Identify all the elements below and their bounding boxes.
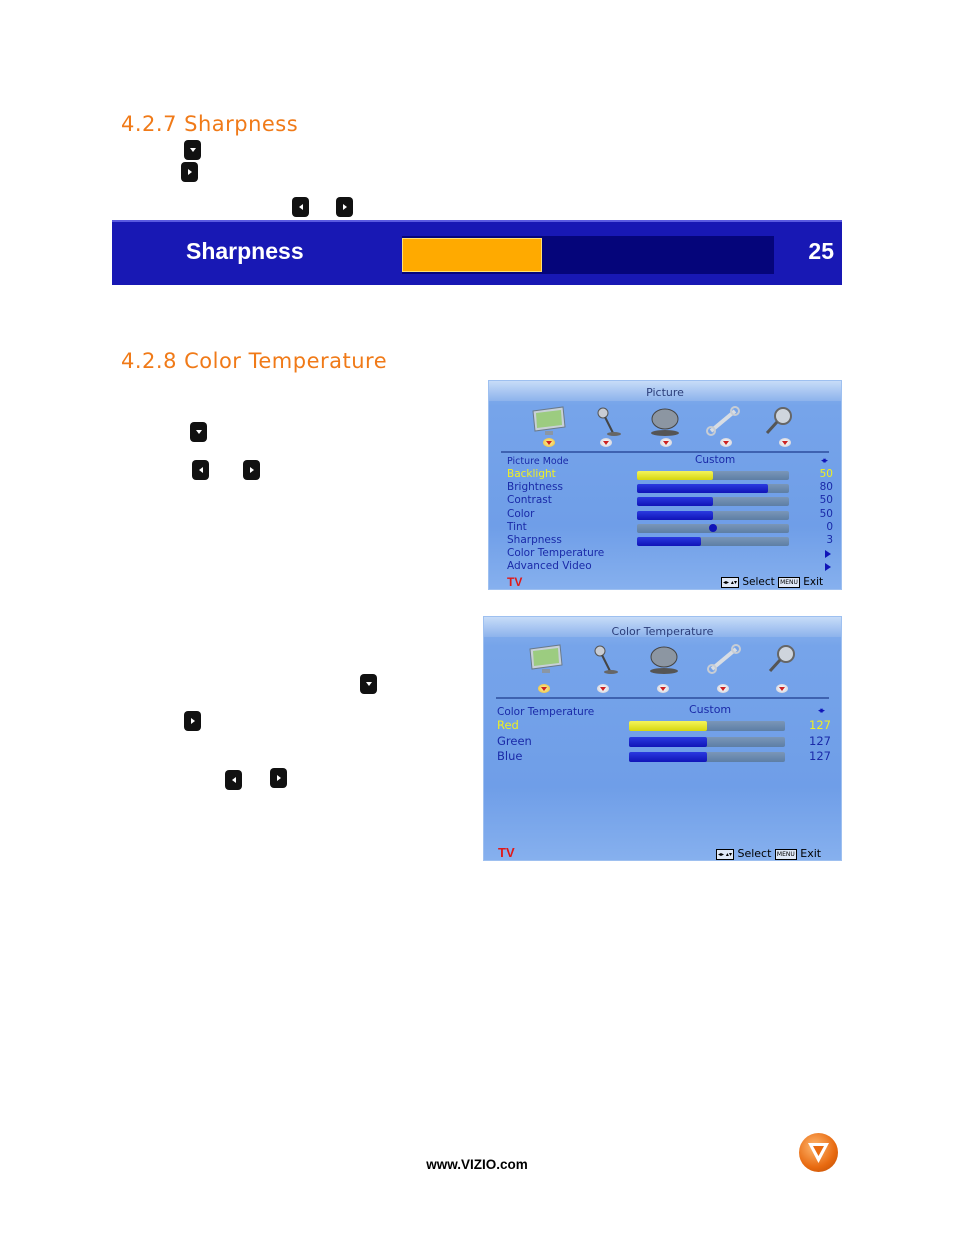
menu-key-icon: MENU	[780, 578, 798, 586]
section-heading-sharpness: 4.2.7 Sharpness	[121, 112, 299, 136]
picture-row-value: 0	[826, 520, 833, 533]
tab-arrow-icon[interactable]	[776, 684, 788, 693]
remote-right-button-icon	[336, 197, 353, 217]
vizio-logo-icon	[799, 1133, 838, 1172]
section-heading-color-temperature: 4.2.8 Color Temperature	[121, 349, 388, 373]
remote-right-button-icon	[243, 460, 260, 480]
tab-arrow-icon[interactable]	[543, 438, 555, 447]
footer-website-url: www.VIZIO.com	[426, 1157, 528, 1172]
color-temperature-menu-title: Color Temperature	[611, 625, 714, 638]
remote-down-button-icon	[184, 140, 201, 160]
tv-tuner-satellite-icon	[644, 643, 684, 675]
color-temperature-mode-value[interactable]: Custom	[689, 703, 732, 716]
picture-row-slider[interactable]	[637, 537, 789, 546]
remote-right-button-icon	[181, 162, 198, 182]
sharpness-slider[interactable]	[402, 236, 774, 274]
picture-row-value: 80	[819, 481, 833, 494]
color-channel-slider-fill	[629, 737, 707, 747]
tab-arrow-icon[interactable]	[597, 684, 609, 693]
color-channel-label[interactable]: Blue	[497, 749, 523, 763]
audio-microphone-icon	[587, 405, 627, 437]
help-magnifier-icon	[764, 643, 804, 675]
submenu-arrow-icon[interactable]	[825, 550, 831, 558]
tab-arrow-icon[interactable]	[660, 438, 672, 447]
picture-row-slider[interactable]	[637, 511, 789, 520]
arrow-keys-icon: ◂▸ ▴▾	[723, 578, 737, 586]
picture-row-label[interactable]: Color	[507, 507, 535, 520]
exit-hint: Exit	[800, 847, 822, 860]
color-channel-label[interactable]: Green	[497, 733, 532, 748]
picture-row-value: 3	[826, 534, 833, 546]
picture-menu-title: Picture	[646, 386, 684, 399]
picture-row-label[interactable]: Contrast	[507, 494, 552, 507]
audio-microphone-icon	[584, 643, 624, 675]
tab-arrow-icon[interactable]	[538, 684, 550, 693]
picture-row-label[interactable]: Color Temperature	[507, 547, 605, 560]
remote-left-button-icon	[225, 770, 242, 790]
picture-mode-value[interactable]: Custom	[695, 454, 736, 466]
submenu-arrow-icon[interactable]	[825, 563, 831, 571]
picture-row-slider-fill	[637, 497, 713, 506]
tab-arrow-icon[interactable]	[720, 438, 732, 447]
picture-row-label[interactable]: Tint	[507, 520, 527, 533]
picture-tv-icon	[529, 405, 569, 437]
color-channel-value: 127	[809, 733, 831, 748]
navigation-hint	[721, 576, 823, 588]
picture-row-slider[interactable]	[637, 471, 789, 480]
remote-down-button-icon	[190, 422, 207, 442]
picture-row-value: 50	[819, 468, 833, 480]
picture-row-slider[interactable]	[637, 524, 789, 533]
picture-row-label[interactable]: Backlight	[507, 468, 556, 480]
setup-wrench-icon	[704, 643, 744, 675]
picture-row-label[interactable]: Sharpness	[507, 534, 562, 546]
color-channel-slider[interactable]	[629, 721, 785, 731]
picture-row-slider[interactable]	[637, 497, 789, 506]
help-magnifier-icon	[761, 405, 801, 437]
color-channel-label[interactable]: Red	[497, 718, 519, 732]
picture-row-slider-fill	[637, 484, 768, 493]
divider	[496, 697, 829, 699]
exit-hint: Exit	[803, 576, 824, 588]
tv-tuner-satellite-icon	[645, 405, 685, 437]
color-channel-slider-fill	[629, 752, 707, 762]
picture-mode-label: Picture Mode	[507, 456, 569, 467]
picture-row-slider-fill	[637, 511, 713, 520]
sharpness-value: 25	[808, 238, 834, 264]
color-channel-value: 127	[809, 718, 831, 732]
picture-row-value: 50	[819, 507, 833, 520]
picture-menu-screenshot	[488, 380, 842, 590]
sharpness-adjust-banner	[112, 220, 842, 285]
remote-left-button-icon	[292, 197, 309, 217]
navigation-hint	[716, 847, 821, 860]
picture-row-slider-fill	[637, 537, 701, 546]
setup-wrench-icon	[703, 405, 743, 437]
left-right-arrows-icon: ◂▸	[818, 706, 824, 716]
sharpness-slider-fill	[402, 238, 542, 272]
remote-right-button-icon	[270, 768, 287, 788]
tab-arrow-icon[interactable]	[600, 438, 612, 447]
picture-row-label[interactable]: Advanced Video	[507, 560, 592, 573]
tint-indicator-dot	[709, 524, 717, 532]
picture-tv-icon	[526, 643, 566, 675]
input-source-label: TV	[507, 575, 523, 589]
left-right-arrows-icon: ◂▸	[821, 456, 827, 466]
color-channel-slider-fill	[629, 721, 707, 731]
menu-key-icon: MENU	[776, 850, 795, 858]
divider	[501, 451, 829, 453]
tab-arrow-icon[interactable]	[779, 438, 791, 447]
picture-row-value: 50	[819, 494, 833, 507]
color-channel-slider[interactable]	[629, 737, 785, 747]
color-temperature-menu-screenshot	[483, 616, 842, 861]
color-channel-value: 127	[809, 749, 831, 763]
select-hint: Select	[742, 576, 775, 588]
tab-arrow-icon[interactable]	[657, 684, 669, 693]
remote-down-button-icon	[360, 674, 377, 694]
arrow-keys-icon: ◂▸ ▴▾	[718, 850, 732, 858]
remote-right-button-icon	[184, 711, 201, 731]
select-hint: Select	[737, 847, 772, 860]
tab-arrow-icon[interactable]	[717, 684, 729, 693]
picture-row-slider[interactable]	[637, 484, 789, 493]
color-channel-slider[interactable]	[629, 752, 785, 762]
picture-row-slider-fill	[637, 471, 713, 480]
color-temperature-mode-label: Color Temperature	[497, 706, 595, 718]
input-source-label: TV	[498, 845, 515, 860]
remote-left-button-icon	[192, 460, 209, 480]
sharpness-label: Sharpness	[186, 238, 304, 264]
picture-row-label[interactable]: Brightness	[507, 481, 563, 494]
